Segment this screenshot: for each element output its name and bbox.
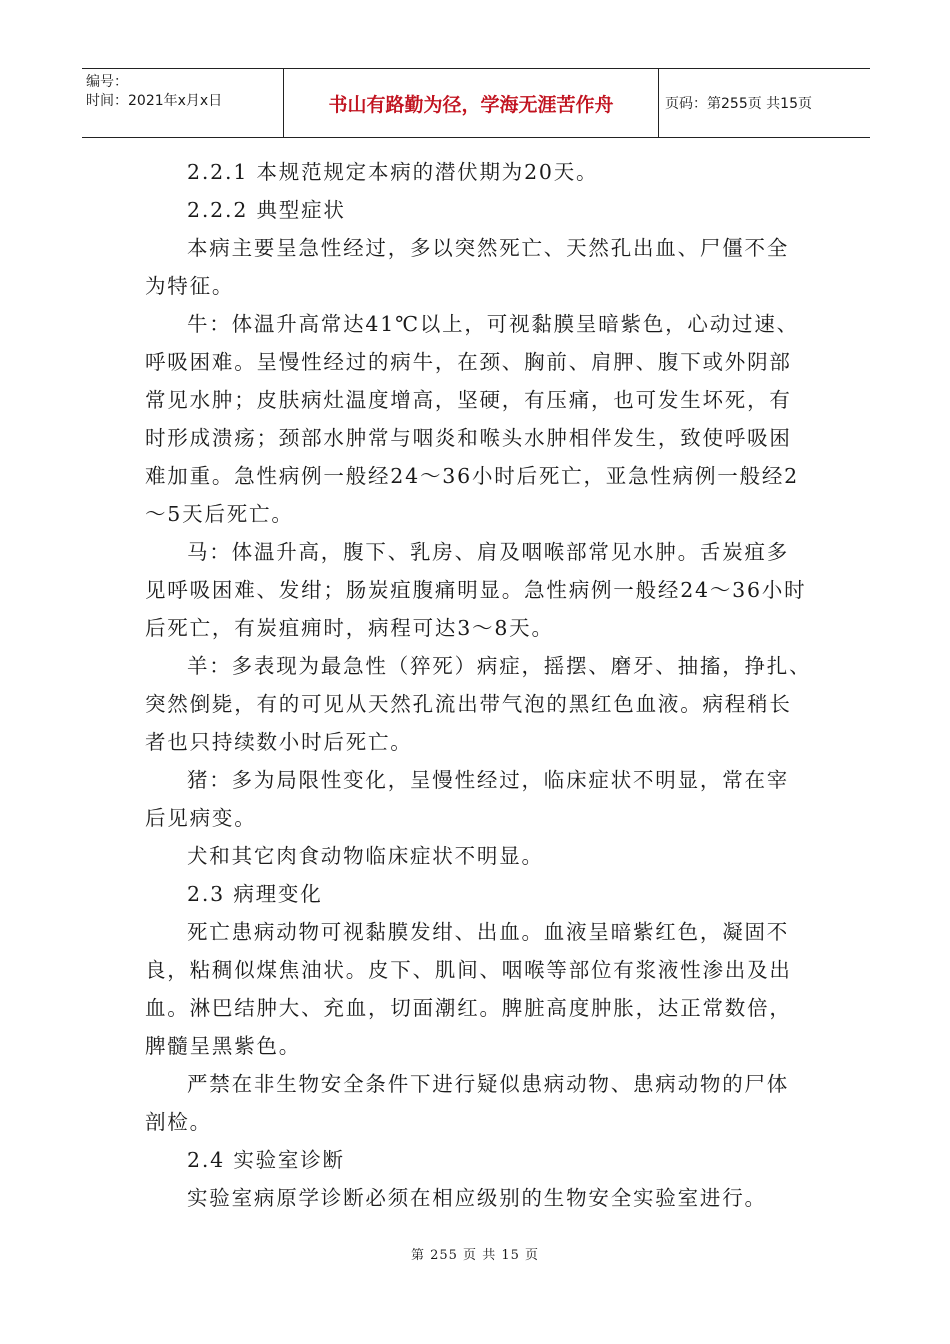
header-left-cell bbox=[82, 69, 284, 137]
body-text-line: 猪：多为局限性变化，呈慢性经过，临床症状不明显，常在宰 bbox=[187, 768, 790, 792]
body-text-line: ～5天后死亡。 bbox=[145, 502, 294, 526]
body-text-line: 突然倒毙，有的可见从天然孔流出带气泡的黑红色血液。病程稍长 bbox=[145, 692, 792, 716]
body-text-line: 剖检。 bbox=[145, 1110, 212, 1134]
body-text-line: 见呼吸困难、发绀；肠炭疽腹痛明显。急性病例一般经24～36小时 bbox=[145, 578, 807, 602]
body-text-line: 呼吸困难。呈慢性经过的病牛，在颈、胸前、肩胛、腹下或外阴部 bbox=[145, 350, 792, 374]
header-motto: 书山有路勤为径，学海无涯苦作舟 bbox=[284, 69, 659, 137]
body-text-line: 难加重。急性病例一般经24～36小时后死亡，亚急性病例一般经2 bbox=[145, 464, 800, 488]
body-text-line: 血。淋巴结肿大、充血，切面潮红。脾脏高度肿胀，达正常数倍， bbox=[145, 996, 792, 1020]
body-text-line: 2.3 病理变化 bbox=[187, 882, 323, 906]
body-text-line: 严禁在非生物安全条件下进行疑似患病动物、患病动物的尸体 bbox=[187, 1072, 790, 1096]
body-text-line: 犬和其它肉食动物临床症状不明显。 bbox=[187, 844, 544, 868]
body-text-line: 为特征。 bbox=[145, 274, 235, 298]
body-text-line: 实验室病原学诊断必须在相应级别的生物安全实验室进行。 bbox=[187, 1186, 767, 1210]
page-footer: 第 255 页 共 15 页 bbox=[410, 1248, 540, 1263]
page-header bbox=[82, 68, 870, 138]
body-text-line: 本病主要呈急性经过，多以突然死亡、天然孔出血、尸僵不全 bbox=[187, 236, 790, 260]
body-text-line: 者也只持续数小时后死亡。 bbox=[145, 730, 413, 754]
body-text-line: 后死亡，有炭疽痈时，病程可达3～8天。 bbox=[145, 616, 554, 640]
body-text-line: 马：体温升高，腹下、乳房、肩及咽喉部常见水肿。舌炭疽多 bbox=[187, 540, 790, 564]
document-number-label: 编号： bbox=[86, 74, 128, 90]
body-text-line: 脾髓呈黑紫色。 bbox=[145, 1034, 302, 1058]
body-text-line: 牛：体温升高常达41℃以上，可视黏膜呈暗紫色，心动过速、 bbox=[187, 312, 799, 336]
document-date-label: 时间：2021年x月x日 bbox=[86, 93, 223, 109]
body-text-line: 羊：多表现为最急性（猝死）病症，摇摆、磨牙、抽搐，挣扎、 bbox=[187, 654, 812, 678]
body-text-line: 2.2.1 本规范规定本病的潜伏期为20天。 bbox=[187, 160, 599, 184]
header-page-info: 页码：第255页 共15页 bbox=[665, 96, 812, 112]
body-text-line: 时形成溃疡；颈部水肿常与咽炎和喉头水肿相伴发生，致使呼吸困 bbox=[145, 426, 792, 450]
document-body bbox=[145, 153, 817, 1217]
body-text-line: 死亡患病动物可视黏膜发绀、出血。血液呈暗紫红色，凝固不 bbox=[187, 920, 790, 944]
body-text-line: 常见水肿；皮肤病灶温度增高，坚硬，有压痛，也可发生坏死，有 bbox=[145, 388, 792, 412]
body-text-line: 2.2.2 典型症状 bbox=[187, 198, 346, 222]
body-text-line: 后见病变。 bbox=[145, 806, 257, 830]
body-text-line: 2.4 实验室诊断 bbox=[187, 1148, 345, 1172]
body-text-line: 良，粘稠似煤焦油状。皮下、肌间、咽喉等部位有浆液性渗出及出 bbox=[145, 958, 792, 982]
